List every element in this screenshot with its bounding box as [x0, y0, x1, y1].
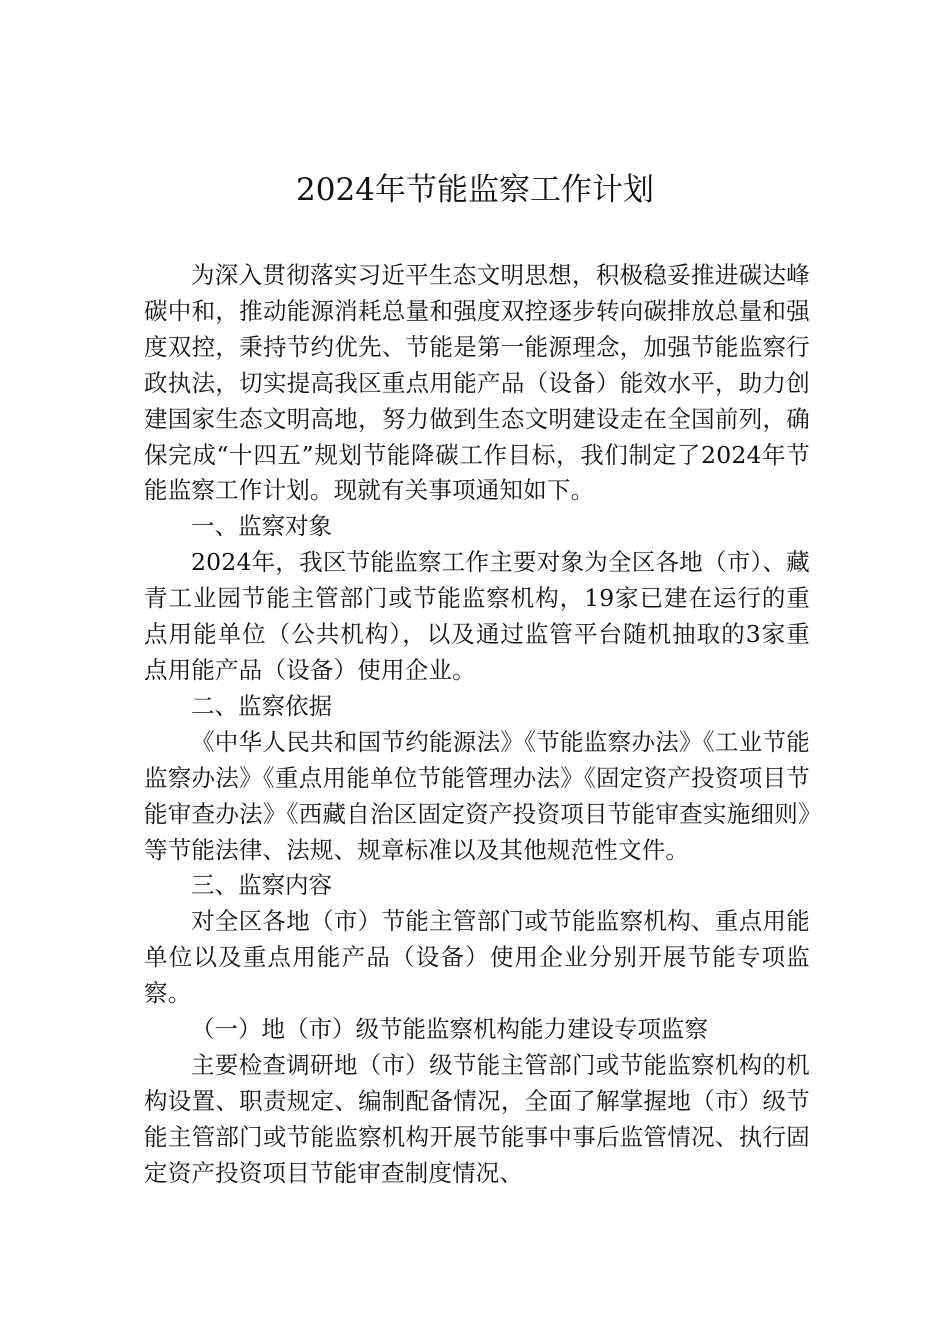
subsection-heading-capacity: （一）地（市）级节能监察机构能力建设专项监察: [191, 1015, 708, 1044]
capacity-paragraph: 主要检查调研地（市）级节能主管部门或节能监察机构的机构设置、职责规定、编制配备情况，全面了解掌握地（市）级节能主管部门或节能监察机构开展节能事中事后监管情况、执行固定资产投资项目节能审查制度情况、: [144, 1050, 810, 1187]
objects-paragraph: 2024年，我区节能监察工作主要对象为全区各地（市）、藏青工业园节能主管部门或节能监察机构，19家已建在运行的重点用能单位（公共机构），以及通过监管平台随机抽取的3家重点用能产品（设备）使用企业。: [144, 548, 810, 684]
basis-paragraph: 《中华人民共和国节约能源法》《节能监察办法》《工业节能监察办法》《重点用能单位节能管理办法》《固定资产投资项目节能审查办法》《西藏自治区固定资产投资项目节能审查实施细则》等节能法律、法规、规章标准以及其他规范性文件。: [144, 727, 810, 864]
document-body: [144, 258, 810, 1192]
content-paragraph: 对全区各地（市）节能主管部门或节能监察机构、重点用能单位以及重点用能产品（设备）使用企业分别开展节能专项监察。: [144, 907, 810, 1008]
section-heading-objects: 一、监察对象: [191, 512, 332, 541]
page-title: 2024年节能监察工作计划: [296, 172, 654, 208]
intro-paragraph: 为深入贯彻落实习近平生态文明思想，积极稳妥推进碳达峰碳中和，推动能源消耗总量和强度双控逐步转向碳排放总量和强度双控，秉持节约优先、节能是第一能源理念，加强节能监察行政执法，切实提高我区重点用能产品（设备）能效水平，助力创建国家生态文明高地，努力做到生态文明建设走在全国前列，确保完成“十四五”规划节能降碳工作目标，我们制定了2024年节能监察工作计划。现就有关事项通知如下。: [144, 261, 810, 505]
section-heading-content: 三、监察内容: [191, 871, 332, 900]
section-heading-basis: 二、监察依据: [191, 691, 332, 720]
